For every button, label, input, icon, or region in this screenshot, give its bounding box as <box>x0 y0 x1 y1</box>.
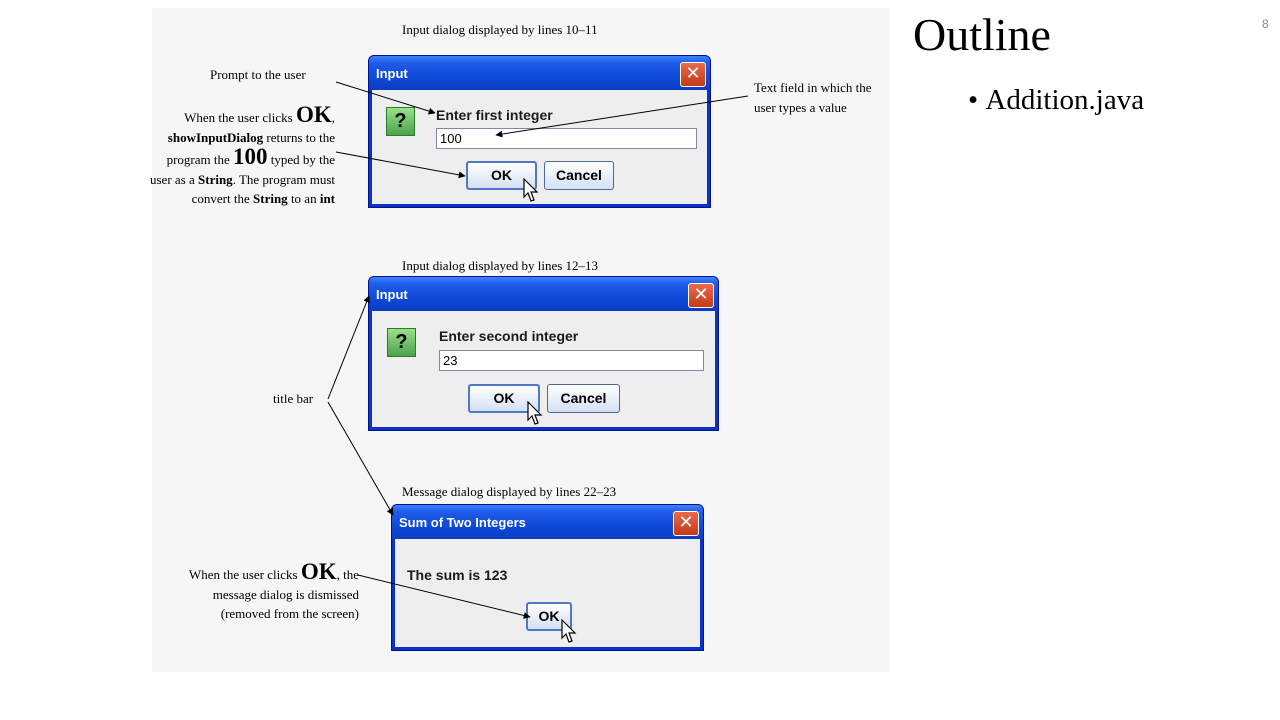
dialog-title: Input <box>376 66 408 81</box>
arrow-ok-first <box>336 152 465 176</box>
annotation-title-bar: title bar <box>273 391 314 406</box>
cancel-button[interactable]: Cancel <box>544 161 614 190</box>
close-icon[interactable]: ✕ <box>680 62 706 87</box>
caption-dialog-3: Message dialog displayed by lines 22–23 <box>402 484 617 499</box>
prompt-label: Enter second integer <box>439 328 579 344</box>
arrow-text-field <box>496 96 748 135</box>
arrow-prompt <box>336 82 435 113</box>
sum-message: The sum is 123 <box>407 567 508 583</box>
caption-dialog-1: Input dialog displayed by lines 10–11 <box>402 22 598 37</box>
slide-title: Outline <box>913 9 1051 60</box>
question-icon: ? <box>386 107 415 136</box>
arrow-title-bar-up <box>328 296 369 399</box>
caption-dialog-2: Input dialog displayed by lines 12–13 <box>402 258 599 273</box>
ok-button[interactable]: OK <box>468 384 540 413</box>
page-number: 8 <box>1262 17 1269 31</box>
annotation-prompt: Prompt to the user <box>210 67 306 82</box>
prompt-label: Enter first integer <box>436 107 553 123</box>
bullet-item <box>968 84 1144 117</box>
annotation-ok-returns: When the user clicks OK, showInputDialog returns to the program the 100 typed by the user as a String. The program must convert the String to an int <box>150 102 335 206</box>
bullet-dot: • <box>968 84 986 116</box>
question-icon: ? <box>387 328 416 357</box>
close-icon[interactable]: ✕ <box>673 511 699 536</box>
ok-button[interactable]: OK <box>466 161 537 190</box>
dialog-title: Sum of Two Integers <box>399 515 526 530</box>
dialog-title: Input <box>376 287 408 302</box>
close-icon[interactable]: ✕ <box>688 283 714 308</box>
arrow-ok-sum <box>358 575 530 617</box>
annotation-ok-dismiss: When the user clicks OK, the message dialog is dismissed (removed from the screen) <box>188 559 359 621</box>
annotation-text-field: Text field in which the user types a value <box>754 80 872 115</box>
bullet-text: Addition.java <box>985 84 1145 116</box>
integer-input-field[interactable]: 100 <box>436 128 697 149</box>
integer-input-field[interactable]: 23 <box>439 350 704 371</box>
cancel-button[interactable]: Cancel <box>547 384 620 413</box>
arrow-title-bar-down <box>328 402 393 515</box>
ok-button[interactable]: OK <box>526 602 572 631</box>
